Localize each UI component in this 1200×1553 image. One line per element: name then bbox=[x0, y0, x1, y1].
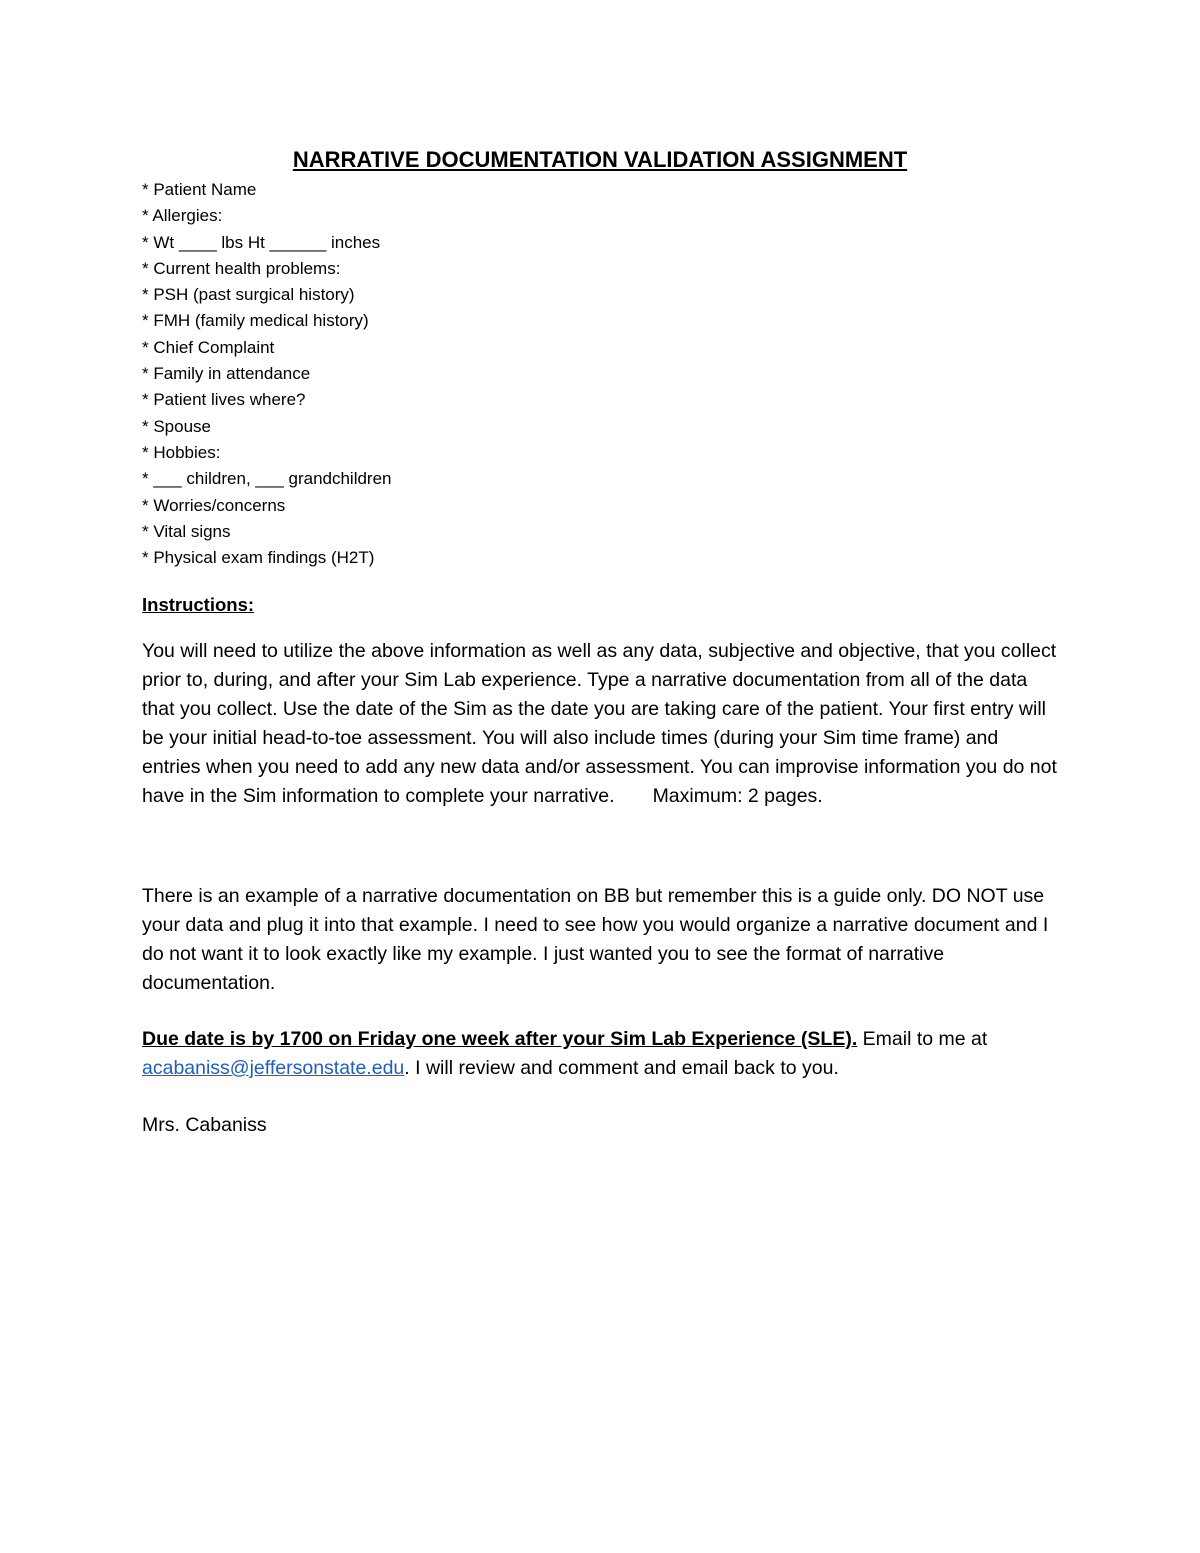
field-spouse: * Spouse bbox=[142, 416, 211, 436]
field-vital-signs: * Vital signs bbox=[142, 521, 231, 541]
field-worries-concerns: * Worries/concerns bbox=[142, 495, 286, 515]
instructions-heading: Instructions: bbox=[142, 594, 255, 615]
field-current-health-problems: * Current health problems: bbox=[142, 258, 341, 278]
field-children-grandchildren: * ___ children, ___ grandchildren bbox=[142, 469, 392, 489]
field-patient-lives-where: * Patient lives where? bbox=[142, 390, 306, 410]
field-weight-height: * Wt ____ lbs Ht ______ inches bbox=[142, 232, 381, 252]
email-suffix-text: . I will review and comment and email back to you. bbox=[404, 1057, 839, 1079]
field-fmh: * FMH (family medical history) bbox=[142, 311, 369, 331]
field-physical-exam-findings: * Physical exam findings (H2T) bbox=[142, 548, 375, 568]
example-paragraph: There is an example of a narrative documentation on BB but remember this is a guide only. DO NOT use your data and plug it into that example. I need to see how you would organize a narrative document and I do not want it to look exactly like my example. I just wanted you to see the format of narrative documentation. bbox=[142, 885, 1049, 994]
max-pages-text: Maximum: 2 pages. bbox=[652, 785, 823, 807]
signature: Mrs. Cabaniss bbox=[142, 1114, 267, 1136]
instructions-text: You will need to utilize the above information as well as any data, subjective and objective, that you collect prior to, during, and after your Sim Lab experience. Type a narrative documentation from all of the data that you collect. Use the date of the Sim as the date you are taking care of the patient. Your first entry will be your initial head-to-toe assessment. You will also include times (during your Sim time frame) and entries when you need to add any new data and/or assessment. You can improvise information you do not have in the Sim information to complete your narrative. bbox=[142, 640, 1057, 807]
field-psh: * PSH (past surgical history) bbox=[142, 285, 355, 305]
field-patient-name: * Patient Name bbox=[142, 180, 257, 199]
field-hobbies: * Hobbies: bbox=[142, 442, 221, 462]
email-prefix-text: Email to me at bbox=[857, 1028, 988, 1050]
field-family-in-attendance: * Family in attendance bbox=[142, 364, 311, 384]
instructions-paragraph bbox=[142, 637, 1062, 811]
field-chief-complaint: * Chief Complaint bbox=[142, 337, 275, 357]
page-title: NARRATIVE DOCUMENTATION VALIDATION ASSIGNMENT bbox=[292, 147, 908, 172]
field-allergies: * Allergies: bbox=[142, 206, 223, 226]
email-link[interactable]: acabaniss@jeffersonstate.edu bbox=[142, 1057, 405, 1079]
due-date-paragraph bbox=[142, 1025, 1062, 1083]
patient-field-list bbox=[142, 177, 392, 571]
due-date-text: Due date is by 1700 on Friday one week after your Sim Lab Experience (SLE). bbox=[142, 1028, 858, 1050]
